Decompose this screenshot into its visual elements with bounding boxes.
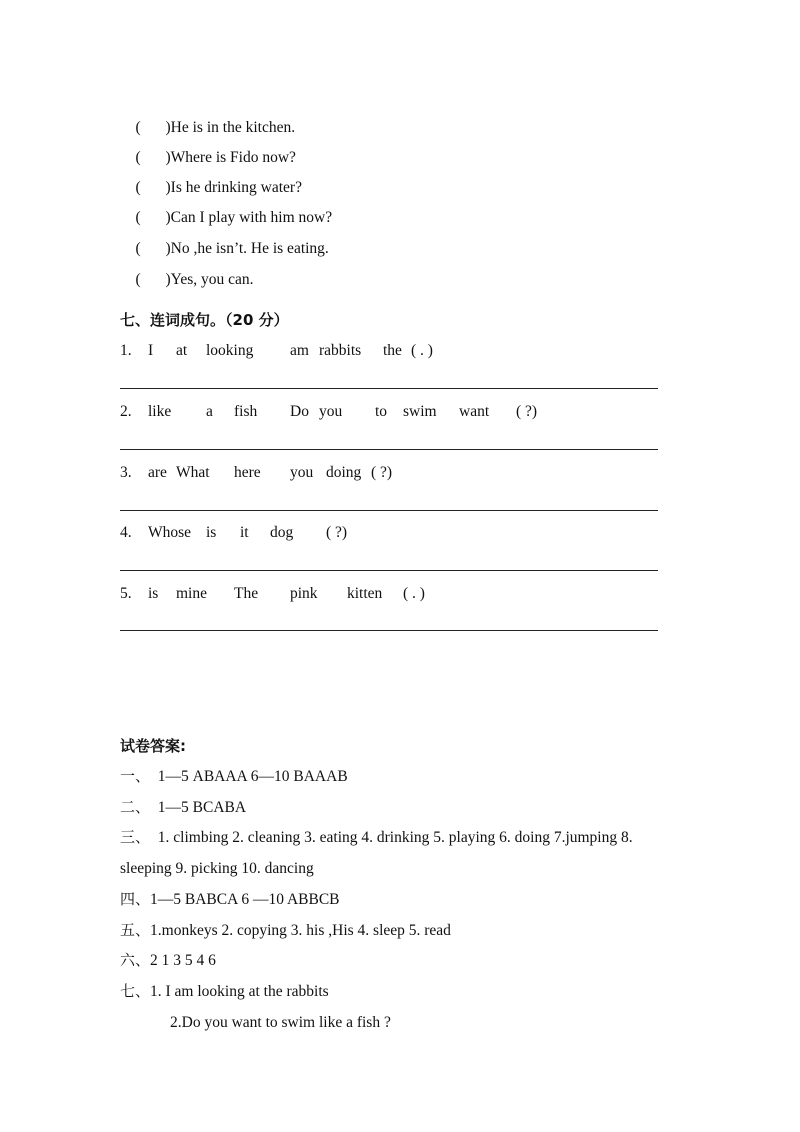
question-number: 5. [120,585,132,602]
question-number: 1. [120,342,132,359]
dialogue-text: Can I play with him now? [170,209,333,226]
word: am [290,342,309,359]
answer-line-4: 四、1—5 BABCA 6 —10 ABBCB [120,890,340,908]
word: looking [206,342,254,359]
word: ( . ) [411,342,433,359]
word: to [375,403,388,420]
word: ( . ) [403,585,425,602]
question-number: 4. [120,524,132,541]
question-number: 2. [120,403,132,420]
word: a [206,403,213,420]
word: What [176,464,210,481]
dialogue-text: Yes, you can. [170,271,254,288]
word: you [319,403,343,420]
question-number: 3. [120,464,132,481]
dialogue-item: ( )Can I play with him now? [135,209,333,226]
answer-paren[interactable]: ( [135,240,141,257]
answer-line[interactable] [120,449,658,450]
word: ( ?) [516,403,538,420]
word: like [148,403,172,420]
word: Do [290,403,309,420]
word: ( ?) [326,524,348,541]
answer-line-3-cont: sleeping 9. picking 10. dancing [120,860,314,877]
answer-line-5: 五、1.monkeys 2. copying 3. his ,His 4. sleep 5. read [120,921,451,939]
dialogue-item: ( )No ,he isn’t. He is eating. [135,240,329,257]
word: swim [403,403,437,420]
answer-paren[interactable]: ( [135,209,141,226]
dialogue-item: ( )He is in the kitchen. [135,119,296,136]
word: dog [270,524,294,541]
word: doing [326,464,362,481]
answer-line-3: 三、 1. climbing 2. cleaning 3. eating 4. drinking 5. playing 6. doing 7.jumping 8. [120,828,633,846]
answer-line[interactable] [120,388,658,389]
word: is [148,585,159,602]
word: pink [290,585,318,602]
word: fish [234,403,258,420]
word: are [148,464,167,481]
dialogue-item: ( )Where is Fido now? [135,149,296,166]
word: here [234,464,261,481]
answer-paren[interactable]: ( [135,149,141,166]
section-7-title: 七、连词成句。（20 分） [120,311,289,329]
answer-paren[interactable]: ( [135,271,141,288]
answer-line[interactable] [120,510,658,511]
answer-key-title: 试卷答案: [120,737,186,755]
answer-line-2: 二、 1—5 BCABA [120,798,247,816]
word: rabbits [319,342,362,359]
answer-line[interactable] [120,630,658,631]
dialogue-text: Where is Fido now? [170,149,296,166]
answer-paren[interactable]: ( [135,179,141,196]
word: Whose [148,524,192,541]
word: you [290,464,314,481]
word: want [459,403,490,420]
answer-line-7: 七、1. I am looking at the rabbits [120,982,329,1000]
word: I [148,342,154,359]
word: kitten [347,585,383,602]
answer-line-7-cont: 2.Do you want to swim like a fish ? [170,1014,391,1031]
dialogue-item: ( )Is he drinking water? [135,179,302,196]
word: at [176,342,188,359]
dialogue-item: ( )Yes, you can. [135,271,254,288]
word: The [234,585,259,602]
word: is [206,524,217,541]
answer-line[interactable] [120,570,658,571]
word: mine [176,585,207,602]
dialogue-text: No ,he isn’t. He is eating. [170,240,329,257]
dialogue-text: He is in the kitchen. [170,119,296,136]
dialogue-text: Is he drinking water? [170,179,302,196]
word: ( ?) [371,464,393,481]
answer-line-1: 一、 1—5 ABAAA 6—10 BAAAB [120,767,348,785]
word: the [383,342,402,359]
answer-line-6: 六、2 1 3 5 4 6 [120,951,216,969]
answer-paren[interactable]: ( [135,119,141,136]
word: it [240,524,249,541]
